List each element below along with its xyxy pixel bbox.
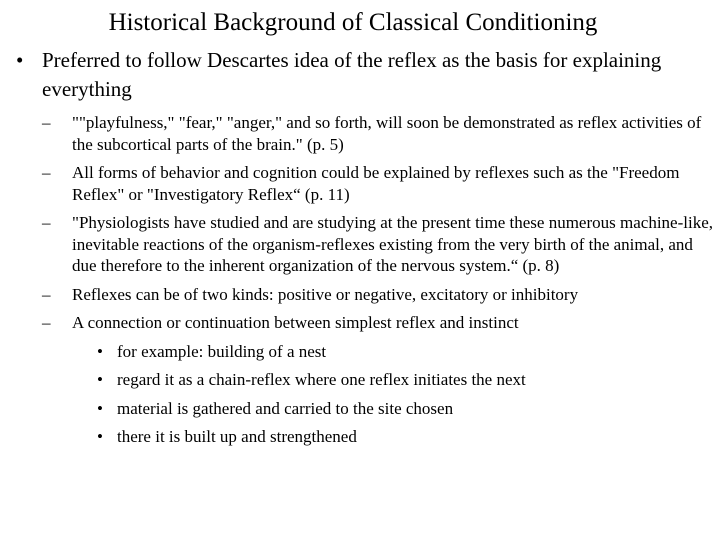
slide-title: Historical Background of Classical Conditioning: [108, 9, 598, 36]
sub-bullet-text: ""playfulness," "fear," "anger," and so forth, will soon be demonstrated as reflex activities of the subcortical parts of the brain." (p. 5): [72, 113, 702, 154]
sub-bullet-list: [14, 112, 714, 334]
sub-bullet: [42, 162, 718, 205]
third-level-text: there it is built up and strengthened: [117, 427, 357, 446]
third-level-list: [14, 341, 714, 448]
third-level-bullet: [97, 341, 714, 363]
third-level-bullet: [97, 369, 714, 391]
slide-body: [14, 46, 714, 455]
dash-marker: –: [42, 284, 51, 304]
dash-marker: –: [42, 213, 51, 232]
sub-bullet: [42, 312, 718, 334]
main-bullet-text: Preferred to follow Descartes idea of the reflex as the basis for explaining everything: [42, 48, 662, 101]
dash-marker: –: [42, 313, 51, 332]
sub-bullet: [42, 284, 718, 306]
main-bullet: [14, 46, 714, 104]
bullet-marker: •: [97, 427, 103, 446]
dash-marker: –: [42, 113, 51, 132]
bullet-marker: •: [97, 341, 103, 361]
third-level-text: material is gathered and carried to the site chosen: [117, 398, 454, 418]
dash-marker: –: [42, 163, 51, 182]
sub-bullet-text: All forms of behavior and cognition could be explained by reflexes such as the "Freedom Reflex" or "Investigatory Reflex“ (p. 11): [72, 163, 680, 204]
third-level-bullet: [97, 426, 714, 448]
third-level-text: for example: building of a nest: [117, 341, 327, 361]
third-level-bullet: [97, 398, 714, 420]
sub-bullet: [42, 212, 718, 277]
bullet-marker: •: [16, 48, 24, 72]
sub-bullet-text: "Physiologists have studied and are studying at the present time these numerous machine-like, inevitable reactions of the organism-reflexes existing from the very birth of the animal, and due therefore to the inherent organization of the nervous system.“ (p. 8): [72, 213, 713, 275]
sub-bullet: [42, 112, 718, 155]
sub-bullet-text: Reflexes can be of two kinds: positive or negative, excitatory or inhibitory: [72, 284, 579, 304]
third-level-text: regard it as a chain-reflex where one reflex initiates the next: [117, 370, 526, 389]
bullet-marker: •: [97, 370, 103, 389]
bullet-marker: •: [97, 398, 103, 418]
sub-bullet-text: A connection or continuation between simplest reflex and instinct: [72, 313, 519, 332]
